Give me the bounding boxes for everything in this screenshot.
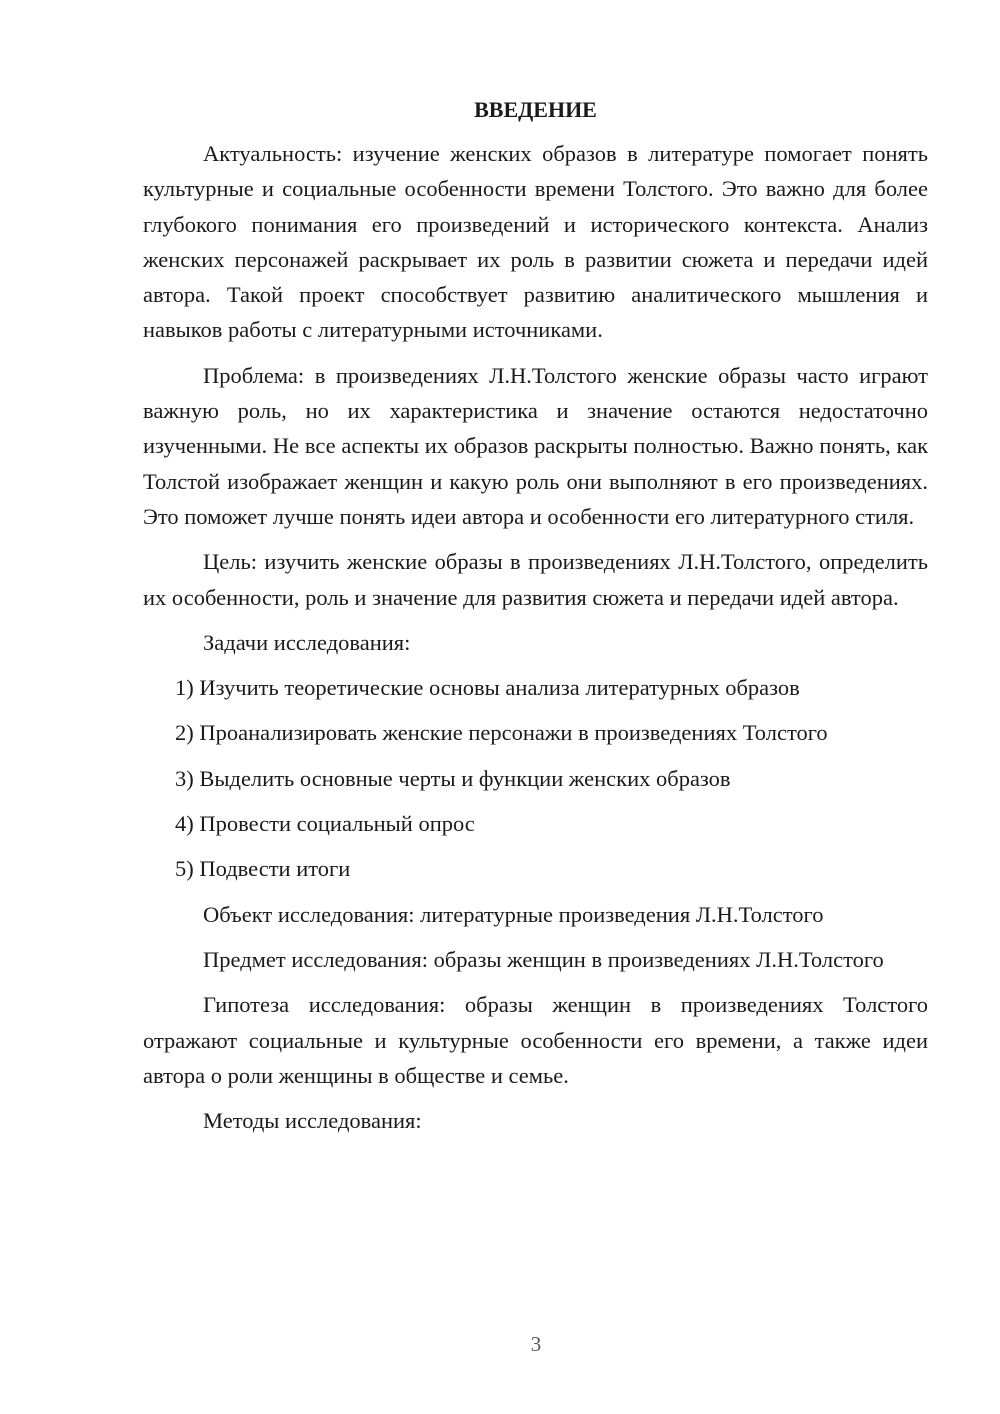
task-item: 2) Проанализировать женские персонажи в произведениях Толстого	[175, 720, 828, 746]
task-item: 5) Подвести итоги	[175, 856, 351, 882]
page-content	[143, 94, 928, 1148]
hypothesis-paragraph: Гипотеза исследования: образы женщин в произведениях Толстого отражают социальные и культурные особенности его времени, а также идеи автора о роли женщины в обществе и семье.	[143, 992, 928, 1088]
subject-paragraph: Предмет исследования: образы женщин в произведениях Л.Н.Толстого	[203, 946, 884, 972]
problem-paragraph: Проблема: в произведениях Л.Н.Толстого женские образы часто играют важную роль, но их характеристика и значение остаются недостаточно изученными. Не все аспекты их образов раскрыты полностью. Важно понять, как Толстой изображает женщин и какую роль они выполняют в его произведениях. Это поможет лучше понять идеи автора и особенности его литературного стиля.	[143, 362, 928, 529]
task-item: 3) Выделить основные черты и функции женских образов	[175, 765, 731, 791]
goal-paragraph: Цель: изучить женские образы в произведениях Л.Н.Толстого, определить их особенности, роль и значение для развития сюжета и передачи идей автора.	[143, 549, 928, 610]
object-paragraph: Объект исследования: литературные произведения Л.Н.Толстого	[203, 901, 824, 927]
page-number: 3	[530, 1332, 542, 1356]
relevance-paragraph: Актуальность: изучение женских образов в литературе помогает понять культурные и социальные особенности времени Толстого. Это важно для более глубокого понимания его произведений и исторического контекста. Анализ женских персонажей раскрывает их роль в развитии сюжета и передачи идей автора. Такой проект способствует развитию аналитического мышления и навыков работы с литературными источниками.	[143, 141, 928, 343]
tasks-title: Задачи исследования:	[203, 629, 411, 655]
task-item: 1) Изучить теоретические основы анализа литературных образов	[175, 675, 800, 701]
task-item: 4) Провести социальный опрос	[175, 811, 475, 837]
methods-title: Методы исследования:	[203, 1108, 422, 1134]
section-heading: ВВЕДЕНИЕ	[474, 97, 597, 122]
tasks-list	[143, 670, 928, 886]
